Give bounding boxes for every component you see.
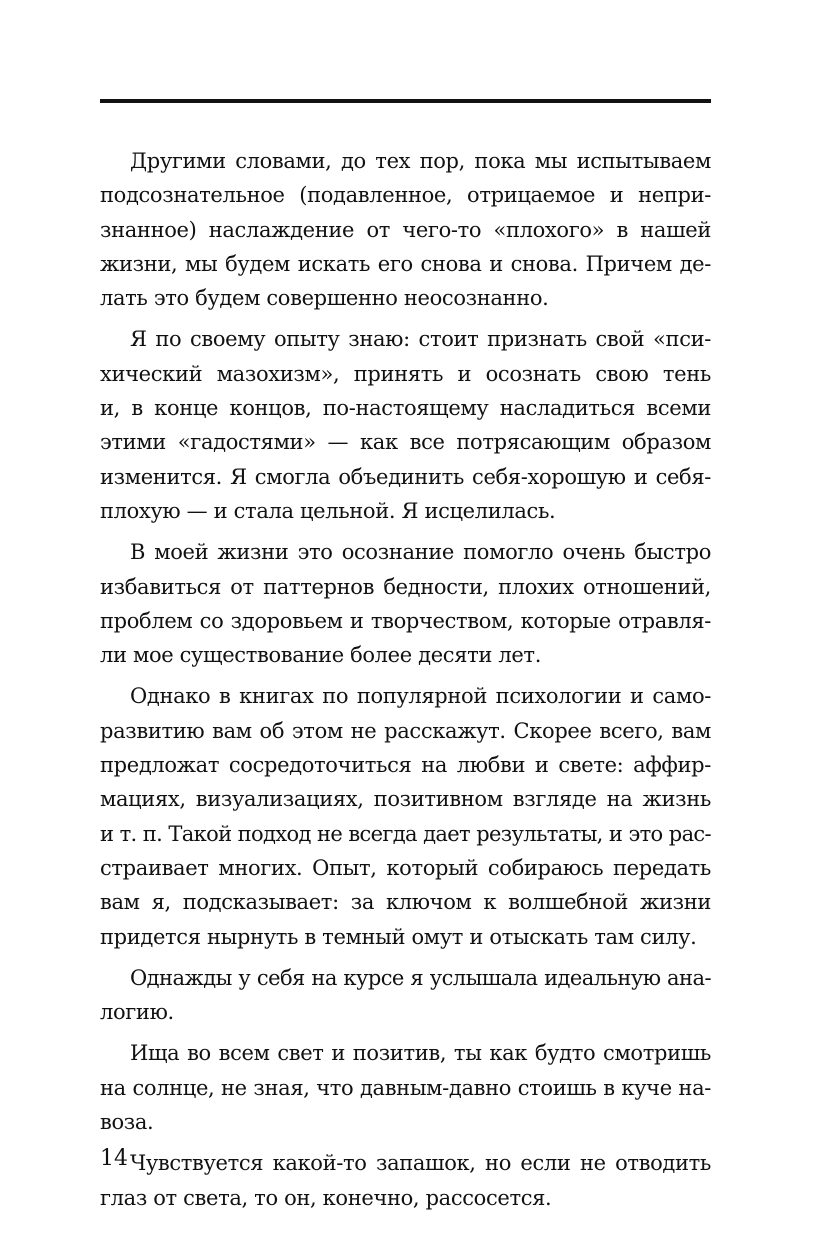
header-rule bbox=[100, 99, 711, 103]
text-line: глаз от света, то он, конечно, рассосется. bbox=[100, 1185, 552, 1210]
paragraph bbox=[100, 322, 711, 528]
text-line: этими «гадостями» — как все потрясающим образом bbox=[100, 430, 711, 455]
text-line: логию. bbox=[100, 1000, 174, 1025]
text-line: развитию вам об этом не расскажут. Скорее всего, вам bbox=[100, 718, 711, 743]
text-line: вам я, подсказывает: за ключом к волшебной жизни bbox=[100, 890, 711, 915]
text-line: Другими словами, до тех пор, пока мы испытываем bbox=[130, 149, 711, 173]
text-line: В моей жизни это осознание помогло очень быстро bbox=[130, 540, 711, 565]
paragraph bbox=[100, 1146, 711, 1215]
paragraph bbox=[100, 1036, 711, 1139]
page-number: 14 bbox=[100, 1146, 128, 1171]
text-line: и, в конце концов, по-настоящему насладиться всеми bbox=[100, 396, 711, 421]
text-line: жизни, мы будем искать его снова и снова. Причем де- bbox=[100, 251, 711, 276]
text-line: хический мазохизм», принять и осознать свою тень bbox=[100, 361, 711, 386]
text-line: Однажды у себя на курсе я услышала идеальную ана- bbox=[130, 965, 711, 990]
text-line: подсознательное (подавленное, отрицаемое и непри- bbox=[100, 183, 711, 208]
text-line: лать это будем совершенно неосознанно. bbox=[100, 286, 549, 311]
paragraph bbox=[100, 961, 711, 1030]
text-line: Ища во всем свет и позитив, ты как будто смотришь bbox=[130, 1041, 711, 1066]
paragraph bbox=[100, 144, 711, 315]
text-line: на солнце, не зная, что давным-давно стоишь в куче на- bbox=[100, 1075, 711, 1100]
text-line: предложат сосредоточиться на любви и свете: аффир- bbox=[100, 753, 711, 778]
text-line: ли мое существование более десяти лет. bbox=[100, 643, 542, 668]
text-line: плохую — и стала цельной. Я исцелилась. bbox=[100, 498, 556, 523]
text-line: знанное) наслаждение от чего-то «плохого» в нашей bbox=[100, 217, 711, 242]
body-text bbox=[100, 144, 711, 1222]
text-line: воза. bbox=[100, 1110, 154, 1135]
text-line: и т. п. Такой подход не всегда дает результаты, и это рас- bbox=[100, 821, 711, 846]
text-line: страивает многих. Опыт, который собираюсь передать bbox=[100, 855, 711, 880]
text-line: Однако в книгах по популярной психологии и само- bbox=[130, 684, 711, 709]
paragraph bbox=[100, 679, 711, 953]
text-line: изменится. Я смогла объединить себя-хорошую и себя- bbox=[100, 464, 711, 489]
paragraph bbox=[100, 535, 711, 672]
text-line: проблем со здоровьем и творчеством, которые отравля- bbox=[100, 608, 711, 633]
text-line: придется нырнуть в темный омут и отыскать там силу. bbox=[100, 924, 697, 949]
text-line: мациях, визуализациях, позитивном взгляде на жизнь bbox=[100, 787, 711, 812]
text-line: Чувствуется какой-то запашок, но если не отводить bbox=[130, 1151, 711, 1176]
text-line: избавиться от паттернов бедности, плохих отношений, bbox=[100, 574, 711, 599]
text-line: Я по своему опыту знаю: стоит признать свой «пси- bbox=[130, 327, 711, 352]
